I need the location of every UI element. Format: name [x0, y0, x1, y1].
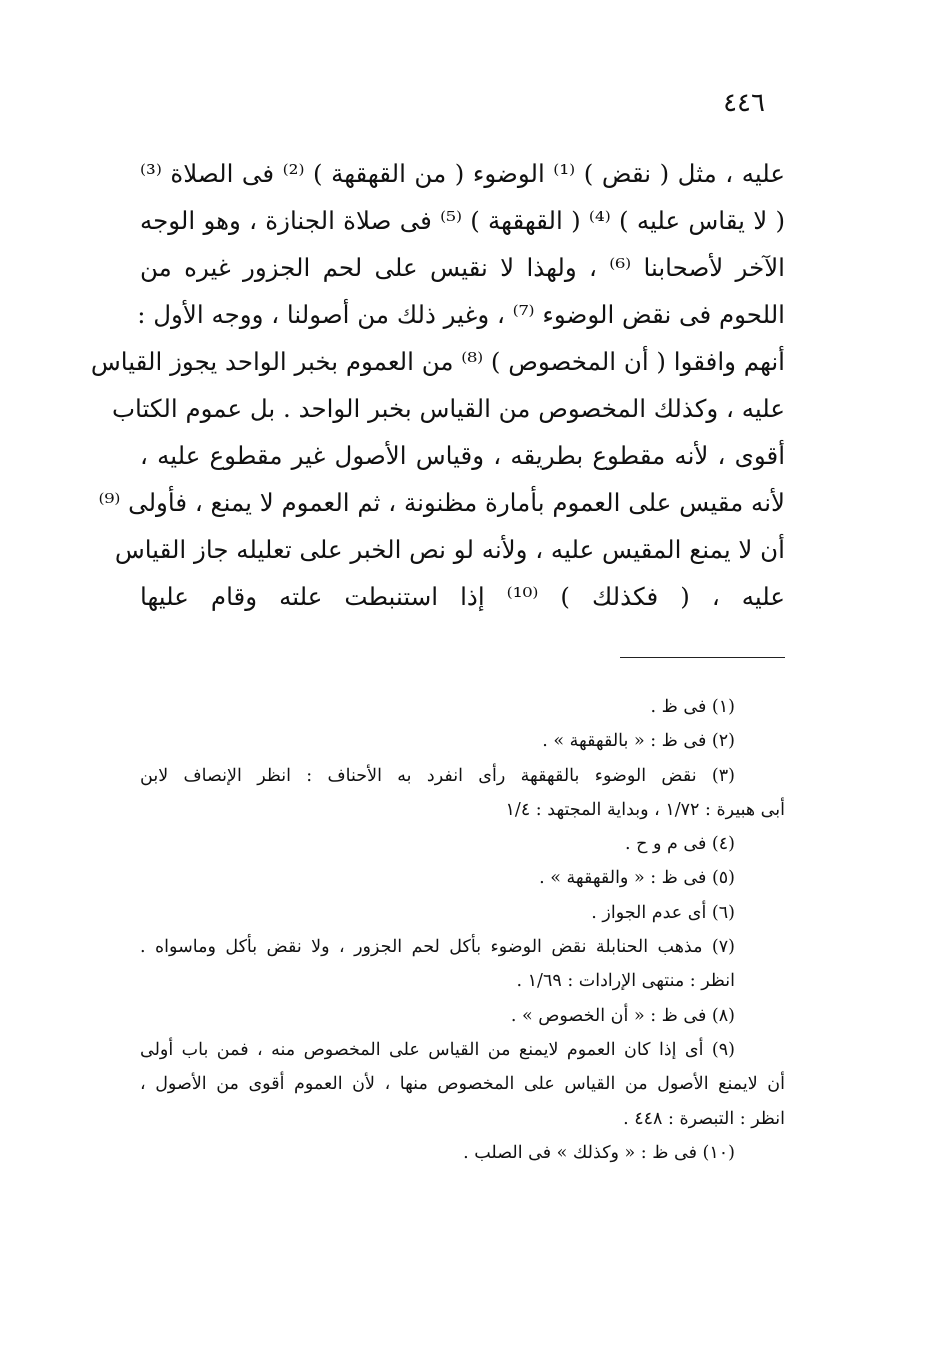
- footnote-3-continuation: أبى هبيرة : ١/٧٢ ، وبداية المجتهد : ١/٤: [505, 799, 785, 820]
- body-line: الآخر لأصحابنا ⁽⁶⁾ ، ولهذا لا نقيس على لحم الجزور غيره من: [140, 253, 785, 282]
- body-line: عليه ، مثل ( نقض ) ⁽¹⁾ الوضوء ( من القهقهة ) ⁽²⁾ فى الصلاة ⁽³⁾: [140, 159, 785, 188]
- footnote-9: (٩) أى إذا كان العموم لايمنع من القياس على المخصوص منه ، فمن باب أولى: [140, 1039, 735, 1060]
- footnotes: [140, 690, 785, 1170]
- body-line: أنهم وافقوا ( أن المخصوص ) ⁽⁸⁾ من العموم بخبر الواحد يجوز القياس: [90, 347, 785, 376]
- page-number: ٤٤٦: [723, 88, 765, 118]
- body-line: عليه ، ( فكذلك ) ⁽¹⁰⁾ إذا استنبطت علته وقام عليها: [140, 582, 786, 611]
- body-line: أقوى ، لأنه مقطوع بطريقه ، وقياس الأصول غير مقطوع عليه ،: [140, 441, 785, 470]
- footnote-2: (٢) فى ظ : « بالقهقهة » .: [542, 731, 735, 752]
- body-line: ( لا يقاس عليه ) ⁽⁴⁾ ( القهقهة ) ⁽⁵⁾ فى صلاة الجنازة ، وهو الوجه: [140, 206, 785, 235]
- footnote-9-continuation: أن لايمنع الأصول من القياس على المخصوص منها ، لأن العموم أقوى من الأصول ،: [140, 1074, 785, 1095]
- footnote-separator: [620, 657, 785, 658]
- footnote-9-reference: انظر : التبصرة : ٤٤٨ .: [623, 1108, 785, 1129]
- footnote-5: (٥) فى ظ : « والقهقهة » .: [539, 868, 735, 889]
- footnote-8: (٨) فى ظ : « أن الخصوص » .: [510, 1005, 735, 1026]
- body-line: لأنه مقيس على العموم بأمارة مظنونة ، ثم العموم لا يمنع ، فأولى ⁽⁹⁾: [98, 488, 785, 517]
- footnote-10: (١٠) فى ظ : « وكذلك » فى الصلب .: [463, 1142, 735, 1163]
- body-line: عليه ، وكذلك المخصوص من القياس بخبر الواحد . بل عموم الكتاب: [111, 394, 785, 423]
- body-line: أن لا يمنع المقيس عليه ، ولأنه لو نص الخبر على تعليله جاز القياس: [114, 535, 785, 564]
- footnote-3: (٣) نقض الوضوء بالقهقهة رأى انفرد به الأحناف : انظر الإنصاف لابن: [140, 765, 735, 786]
- footnote-7: (٧) مذهب الحنابلة نقض الوضوء بأكل لحم الجزور ، ولا نقض بأكل وماسواه .: [140, 937, 735, 958]
- body-text: [90, 150, 786, 620]
- body-line: اللحوم فى نقض الوضوء ⁽⁷⁾ ، وغير ذلك من أصولنا ، ووجه الأول :: [137, 300, 785, 329]
- footnote-6: (٦) أى عدم الجواز .: [591, 902, 735, 923]
- footnote-1: (١) فى ظ .: [650, 697, 735, 717]
- footnote-4: (٤) فى م و ح .: [625, 834, 735, 855]
- footnote-7-continuation: انظر : منتهى الإرادات : ١/٦٩ .: [516, 971, 735, 992]
